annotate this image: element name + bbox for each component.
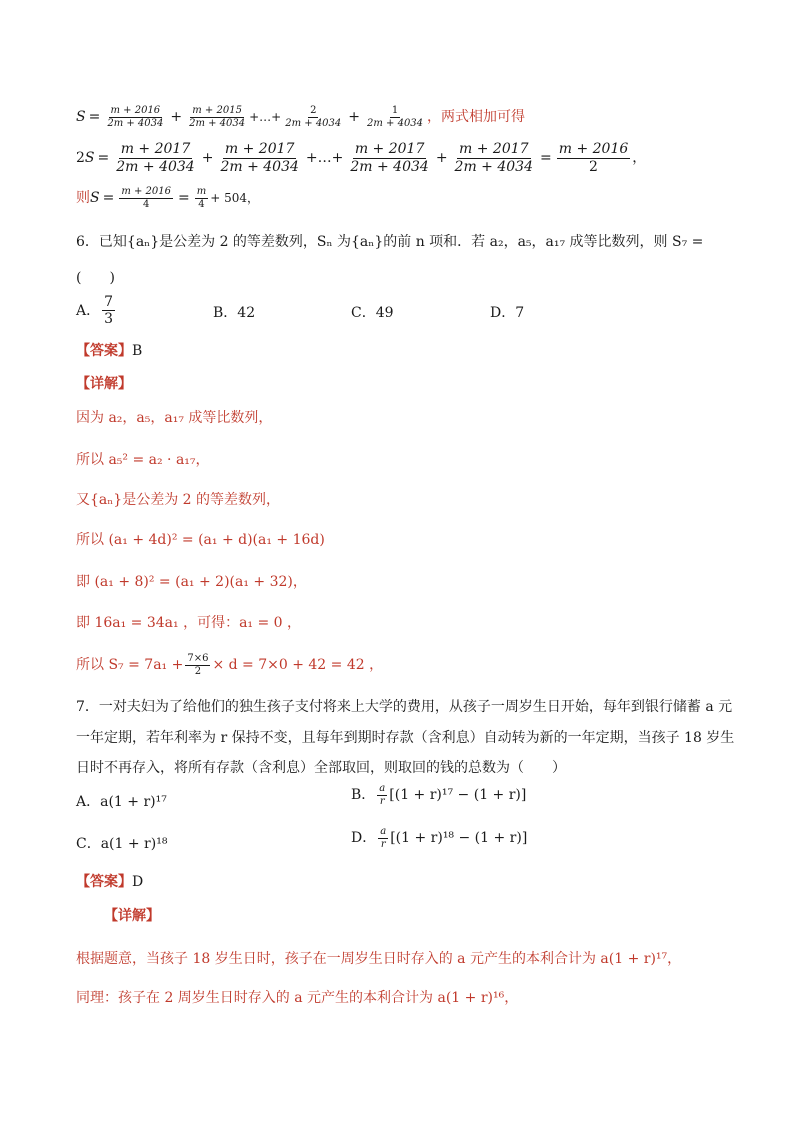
- detail-7-line-2: 同理：孩子在 2 周岁生日时存入的 a 元产生的本利合计为 a(1 + r)¹⁶，: [76, 990, 519, 1006]
- fraction: $\frac{m + 2017}{2m + 4034}$: [116, 141, 195, 175]
- fraction: $\frac{m + 2015}{2m + 4034}$: [189, 105, 246, 129]
- option-a[interactable]: A．a(1 + r)¹⁷: [76, 794, 167, 810]
- fraction: $\frac{m + 2017}{2m + 4034}$: [220, 141, 299, 175]
- two-s-formula-line: 2 S = $\frac{m + 2017}{2m + 4034}$ + $\frac{m + 2017}{2m + 4034}$ +…+ $\frac{m + 2017}{2m + 4034}$ + $\frac{m + 2017}{2m + 4034}$ = $\frac{m + 2016}{2}$ ，: [76, 141, 647, 175]
- fraction: $\frac{m + 2017}{2m + 4034}$: [454, 141, 533, 175]
- then-s-line: 则 S = $\frac{m + 2016}{4}$ = $\frac{m}{4}$ + 504，: [76, 186, 259, 210]
- fraction: $\frac{a}{r}$: [380, 826, 387, 850]
- s-formula-line: S = $\frac{m + 2016}{2m + 4034}$ + $\frac{m + 2015}{2m + 4034}$ +…+ $\frac{2}{2m + 4034}$ + $\frac{1}{2m + 4034}$ ，两式相加可得: [76, 105, 526, 129]
- fraction: $\frac{a}{r}$: [379, 783, 386, 807]
- option-a[interactable]: A． $\frac{7}{3}$: [76, 294, 114, 328]
- fraction: $\frac{7}{3}$: [104, 294, 114, 328]
- detail-6-line-5: 即 (a₁ + 8)² = (a₁ + 2)(a₁ + 32)，: [76, 574, 307, 590]
- option-b[interactable]: B．42: [213, 305, 256, 321]
- answer-6: 【答案】 B: [76, 343, 143, 359]
- detail-6-line-1: 因为 a₂，a₅，a₁₇ 成等比数列，: [76, 410, 273, 426]
- option-b[interactable]: B． $\frac{a}{r}$ [(1 + r)¹⁷ − (1 + r)]: [351, 783, 527, 807]
- fraction: $\frac{m + 2016}{2m + 4034}$: [107, 105, 164, 129]
- fraction: $\frac{2}{2m + 4034}$: [285, 105, 342, 129]
- option-c[interactable]: C．a(1 + r)¹⁸: [76, 836, 168, 852]
- detail-6-label: 【详解】: [76, 376, 132, 392]
- detail-6-line-7: 所以 S₇ = 7a₁ + $\frac{7\times 6}{2}$ × d = 7×0 + 42 = 42 ，: [76, 653, 384, 677]
- detail-7-line-1: 根据题意，当孩子 18 岁生日时，孩子在一周岁生日时存入的 a 元产生的本利合计为 a(1 + r)¹⁷，: [76, 951, 682, 967]
- question-6-paren: ( ): [76, 270, 115, 286]
- fraction: $\frac{m + 2016}{4}$: [121, 186, 171, 210]
- question-7-line-3: 日时不再存入，将所有存款（含利息）全部取回，则取回的钱的总数为（ ）: [76, 760, 566, 776]
- option-c[interactable]: C．49: [351, 305, 394, 321]
- question-6-text: 6．已知{aₙ}是公差为 2 的等差数列，Sₙ 为{aₙ}的前 n 项和．若 a₂，a₅，a₁₇ 成等比数列，则 S₇ =: [76, 234, 704, 250]
- detail-6-line-6: 即 16a₁ = 34a₁ ，可得：a₁ = 0 ，: [76, 615, 302, 631]
- fraction: $\frac{m + 2017}{2m + 4034}$: [350, 141, 429, 175]
- question-7-line-1: 7．一对夫妇为了给他们的独生孩子支付将来上大学的费用，从孩子一周岁生日开始，每年到银行储蓄 a 元: [76, 699, 733, 715]
- fraction: $\frac{m}{4}$: [196, 186, 207, 210]
- answer-7: 【答案】 D: [76, 874, 144, 890]
- question-7-line-2: 一年定期，若年利率为 r 保持不变，且每年到期时存款（含利息）自动转为新的一年定期，当孩子 18 岁生: [76, 730, 735, 746]
- fraction: $\frac{m + 2016}{2}$: [558, 141, 629, 175]
- detail-7-label: 【详解】: [104, 908, 160, 924]
- detail-6-line-4: 所以 (a₁ + 4d)² = (a₁ + d)(a₁ + 16d): [76, 532, 325, 548]
- s-formula-tail: ，两式相加可得: [427, 109, 526, 125]
- option-d[interactable]: D．7: [490, 305, 525, 321]
- fraction: $\frac{1}{2m + 4034}$: [367, 105, 424, 129]
- detail-6-line-3: 又{aₙ}是公差为 2 的等差数列，: [76, 492, 281, 508]
- s-symbol: S: [76, 109, 86, 125]
- option-d[interactable]: D． $\frac{a}{r}$ [(1 + r)¹⁸ − (1 + r)]: [351, 826, 528, 850]
- detail-6-line-2: 所以 a₅² = a₂ · a₁₇，: [76, 452, 210, 468]
- fraction: $\frac{7\times 6}{2}$: [187, 653, 209, 677]
